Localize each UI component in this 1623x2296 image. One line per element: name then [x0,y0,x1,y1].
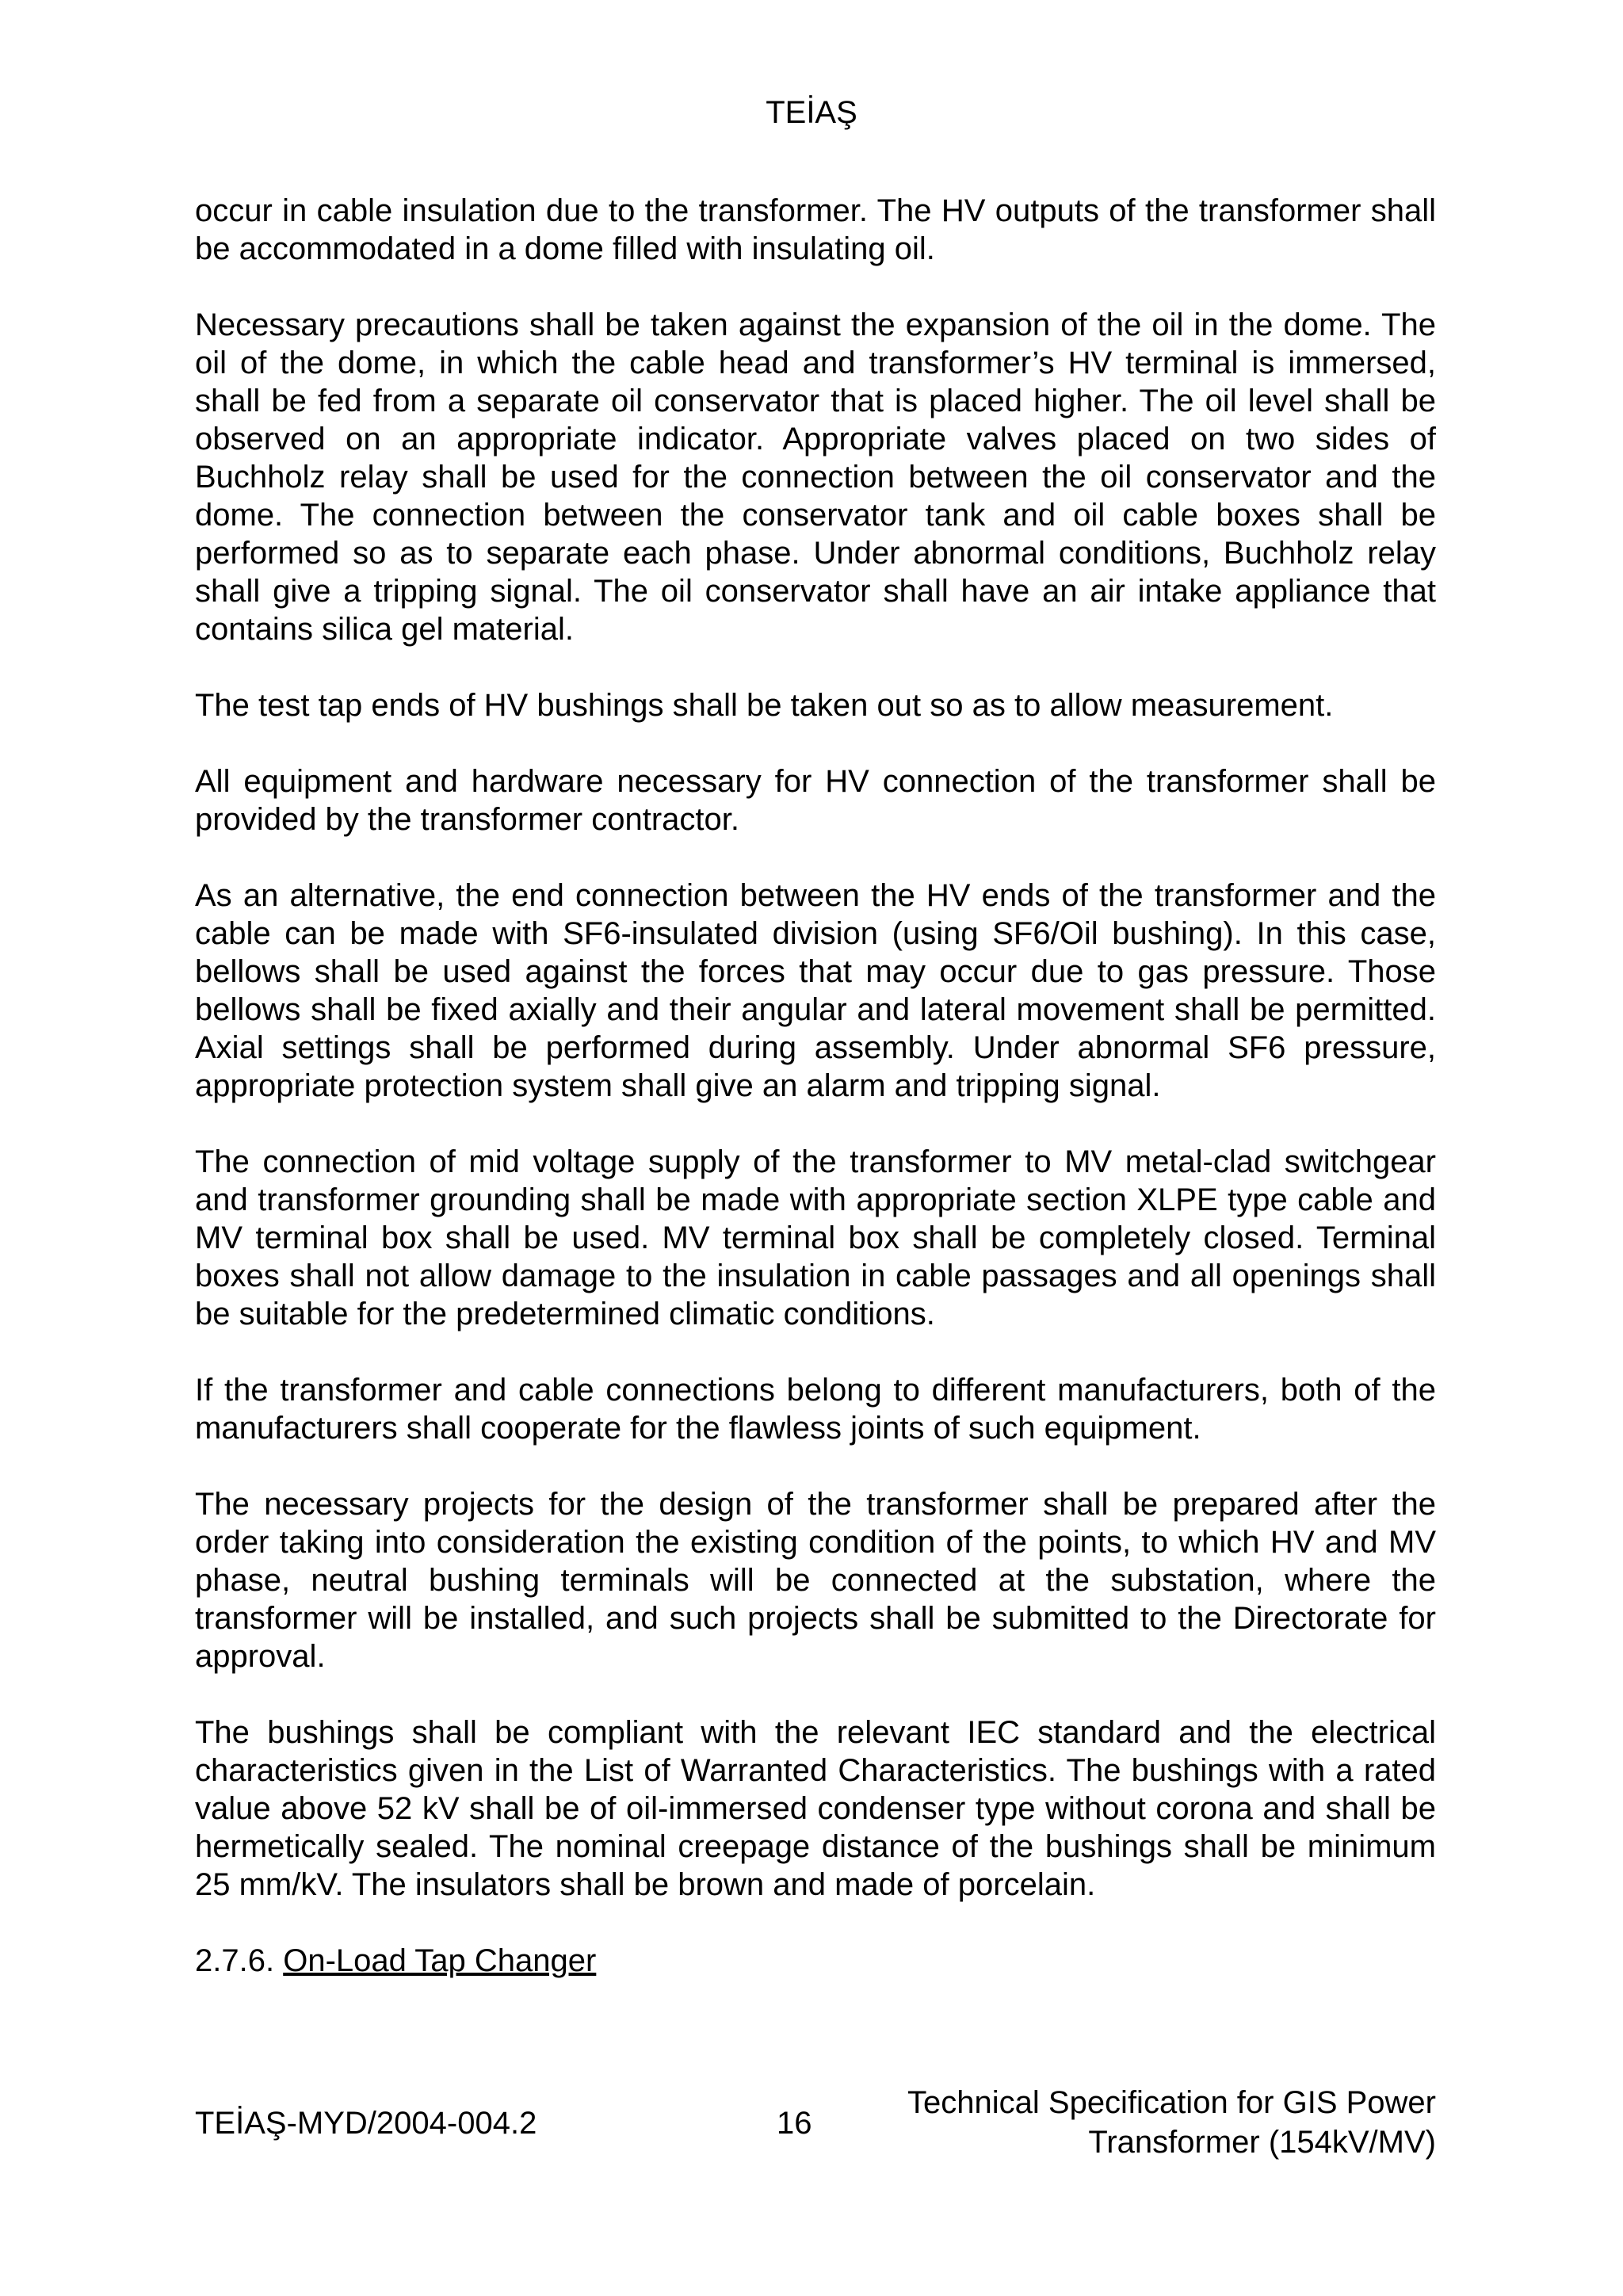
section-heading [195,1942,1436,1980]
paragraph: The necessary projects for the design of the transformer shall be prepared after the order taking into consideration the existing condition of the points, to which HV and MV phase, neutral bushing terminals will be connected at the substation, where the transformer will be installed, and such projects shall be submitted to the Directorate for approval. [195,1487,1436,1674]
footer-doc-code: TEİAŞ-MYD/2004-004.2 [195,2106,537,2141]
paragraph: If the transformer and cable connections belong to different manufacturers, both of the manufacturers shall cooperate for the flawless joints of such equipment. [195,1373,1436,1446]
paragraph: All equipment and hardware necessary for HV connection of the transformer shall be provided by the transformer contractor. [195,764,1436,837]
paragraph: The bushings shall be compliant with the relevant IEC standard and the electrical characteristics given in the List of Warranted Characteristics. The bushings with a rated value above 52 kV shall be of oil-immersed condenser type without corona and shall be hermetically sealed. The nominal creepage distance of the bushings shall be minimum 25 mm/kV. The insulators shall be brown and made of porcelain. [195,1715,1436,1902]
header-title: TEİAŞ [766,95,857,130]
footer-doc-title-line2: Transformer (154kV/MV) [1088,2125,1436,2160]
page-header [0,94,1623,132]
section-number: 2.7.6. [195,1943,275,1978]
footer-doc-title-line1: Technical Specification for GIS Power [907,2085,1436,2120]
paragraph: occur in cable insulation due to the transformer. The HV outputs of the transformer shall be accommodated in a dome filled with insulating oil. [195,193,1436,266]
document-body [195,192,1436,1980]
paragraph: Necessary precautions shall be taken against the expansion of the oil in the dome. The oil of the dome, in which the cable head and transformer’s HV terminal is immersed, shall be fed from a separate oil conservator that is placed higher. The oil level shall be observed on an appropriate indicator. Appropriate valves placed on two sides of Buchholz relay shall be used for the connection between the oil conservator and the dome. The connection between the conservator tank and oil cable boxes shall be performed so as to separate each phase. Under abnormal conditions, Buchholz relay shall give a tripping signal. The oil conservator shall have an air intake appliance that contains silica gel material. [195,308,1436,647]
section-title: On-Load Tap Changer [283,1943,597,1978]
paragraph: As an alternative, the end connection between the HV ends of the transformer and the cable can be made with SF6-insulated division (using SF6/Oil bushing). In this case, bellows shall be used against the forces that may occur due to gas pressure. Those bellows shall be fixed axially and their angular and lateral movement shall be permitted. Axial settings shall be performed during assembly. Under abnormal SF6 pressure, appropriate protection system shall give an alarm and tripping signal. [195,878,1436,1103]
paragraph: The connection of mid voltage supply of the transformer to MV metal-clad switchgear and transformer grounding shall be made with appropriate section XLPE type cable and MV terminal box shall be used. MV terminal box shall be completely closed. Terminal boxes shall not allow damage to the insulation in cable passages and all openings shall be suitable for the predetermined climatic conditions. [195,1144,1436,1331]
footer-doc-title [907,2083,1436,2162]
paragraph: The test tap ends of HV bushings shall be taken out so as to allow measurement. [195,688,1334,723]
footer-page-number: 16 [777,2106,812,2141]
